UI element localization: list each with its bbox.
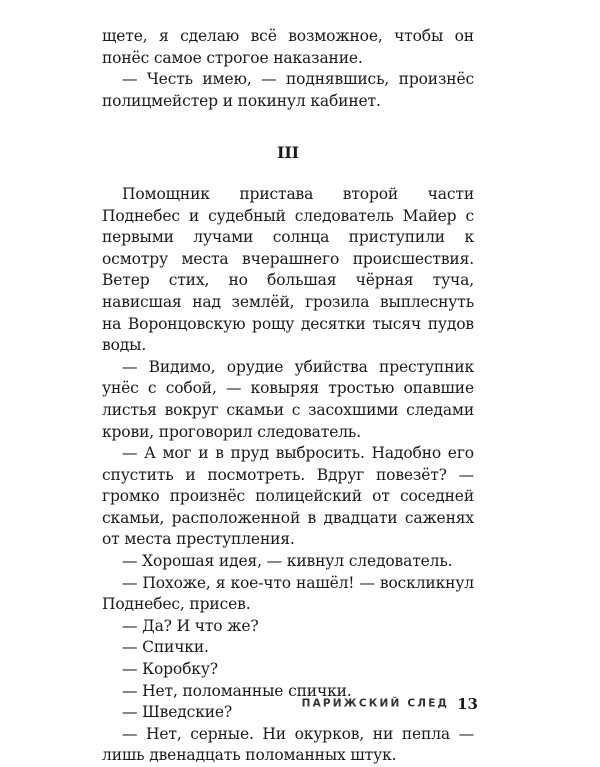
chapter-number: III <box>276 143 299 163</box>
book-page-text <box>102 26 474 767</box>
paragraph-dialogue: — Видимо, орудие убийства преступник унёс с собой, — ковыряя тростью опавшие листья вокруг скамьи с засохшими следами крови, проговорил следователь. <box>102 357 474 441</box>
paragraph-dialogue: — Спички. <box>122 638 209 657</box>
paragraph-dialogue: — Нет, поломанные спички. <box>122 681 352 700</box>
paragraph-dialogue: — А мог и в пруд выбросить. Надобно его спустить и посмотреть. Вдруг повезёт? — громко произнёс полицейский от соседней скамьи, расположенной в двадцати саженях от места преступления. <box>102 444 474 549</box>
paragraph-dialogue: — Похоже, я кое-что нашёл! — воскликнул Поднебес, присев. <box>102 573 474 614</box>
page-number: 13 <box>457 694 478 713</box>
paragraph-chapter-opening: Помощник пристава второй части Поднебес и судебный следователь Майер с первыми лучами солнца приступили к осмотру места вчерашнего происшествия. Ветер стих, но большая чёрная туча, нависшая над землёй, грозила выплеснуть на Воронцовскую рощу десятки тысяч пудов воды. <box>102 184 474 355</box>
paragraph-continued: щете, я сделаю всё возможное, чтобы он понёс самое строгое наказание. <box>102 27 474 67</box>
page-footer <box>300 693 478 713</box>
paragraph-dialogue: — Нет, серные. Ни окурков, ни пепла — лишь двенадцать поломанных штук. <box>102 724 474 765</box>
paragraph-dialogue: — Да? И что же? <box>122 616 259 635</box>
paragraph-dialogue: — Хорошая идея, — кивнул следователь. <box>122 552 453 571</box>
paragraph-dialogue: — Шведские? <box>122 703 233 722</box>
paragraph-dialogue: — Честь имею, — поднявшись, произнёс полицмейстер и покинул кабинет. <box>102 70 474 110</box>
running-title: ПАРИЖСКИЙ СЛЕД <box>301 697 450 710</box>
paragraph-dialogue: — Коробку? <box>122 660 218 679</box>
